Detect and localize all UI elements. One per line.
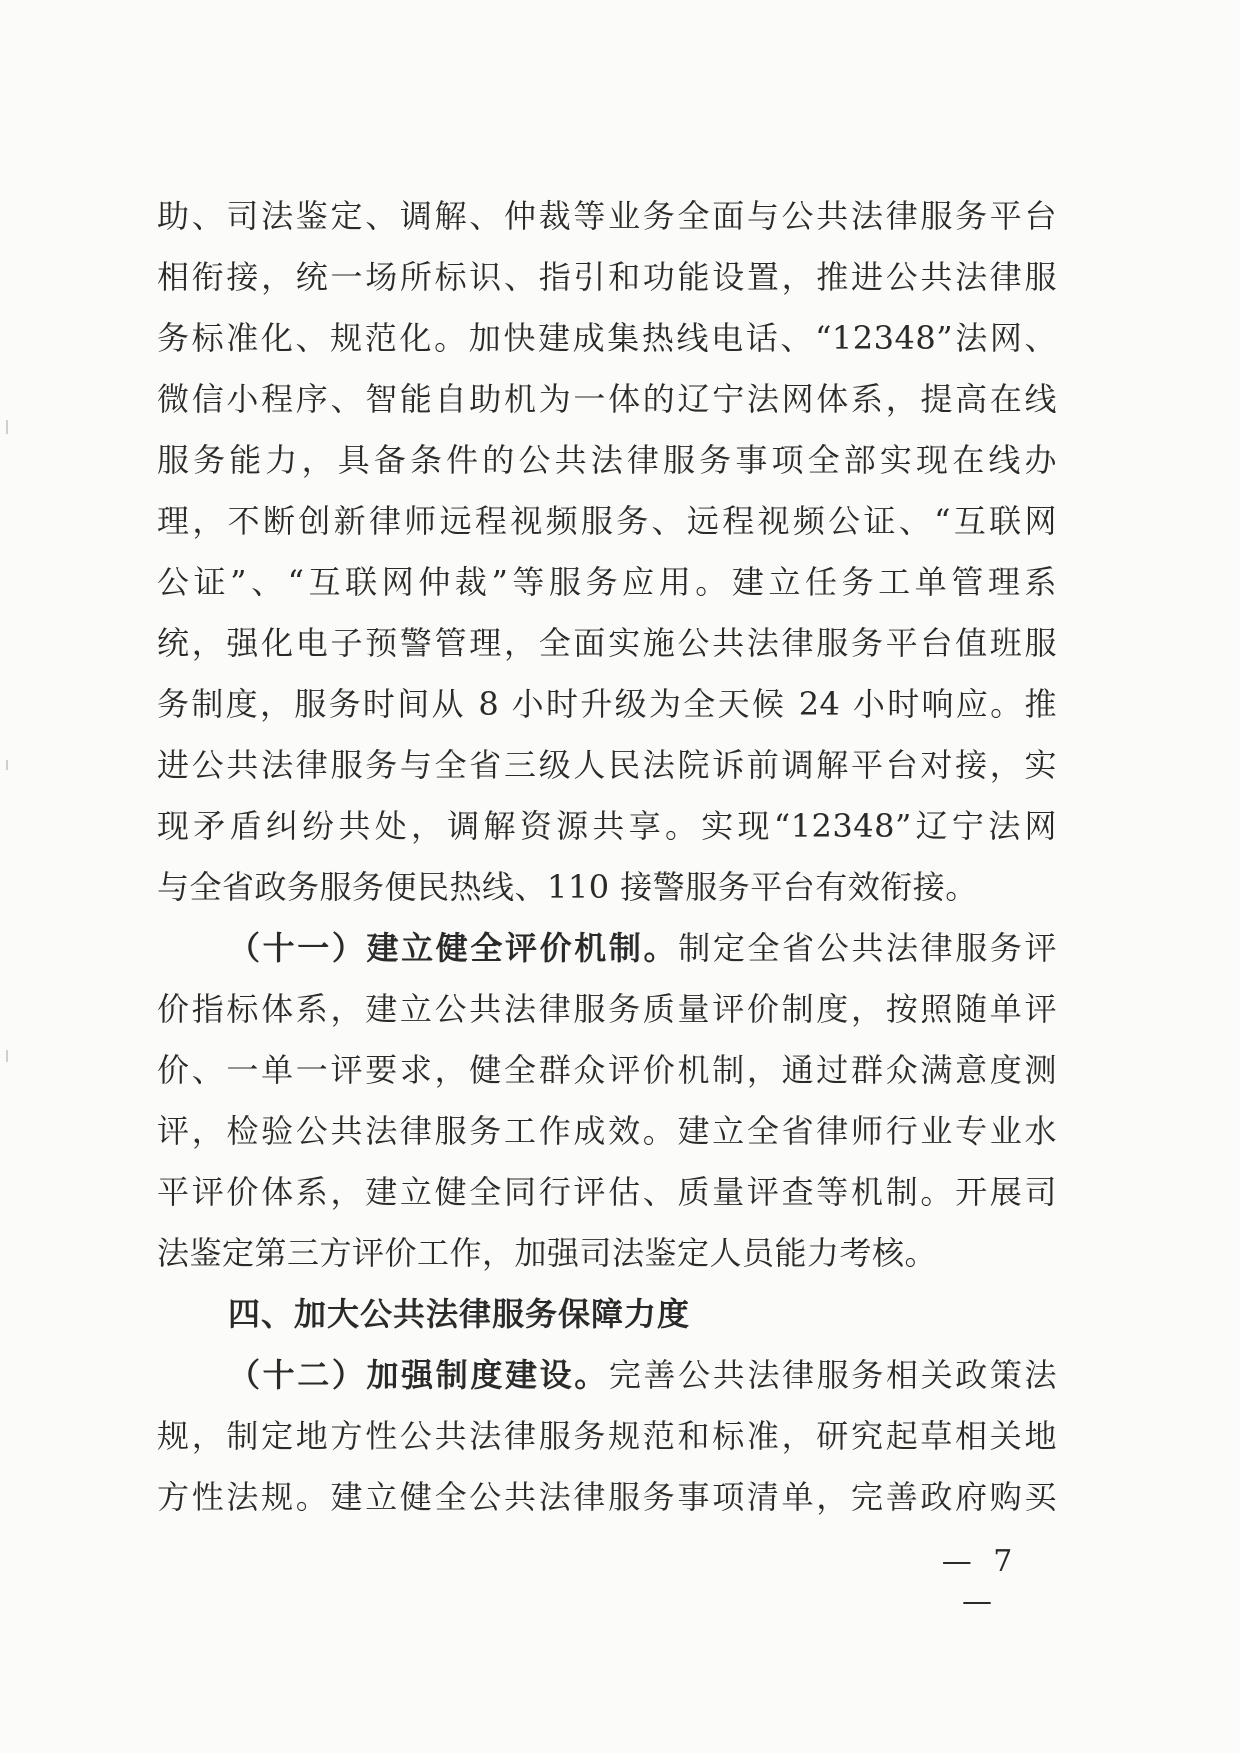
paragraph-line: 方性法规。建立健全公共法律服务事项清单，完善政府购买 <box>157 1478 1057 1516</box>
page-number: — 7 — <box>941 1544 1019 1619</box>
paragraph-line: 务制度，服务时间从 8 小时升级为全天候 24 小时响应。推 <box>157 685 1057 723</box>
paragraph-line: 价指标体系，建立公共法律服务质量评价制度，按照随单评 <box>157 990 1057 1028</box>
paragraph-line: 统，强化电子预警管理，全面实施公共法律服务平台值班服 <box>157 624 1057 662</box>
paragraph-line: 与全省政务服务便民热线、110 接警服务平台有效衔接。 <box>157 868 978 906</box>
paragraph-line: 法鉴定第三方评价工作，加强司法鉴定人员能力考核。 <box>157 1234 938 1272</box>
paragraph-line: 相衔接，统一场所标识、指引和功能设置，推进公共法律服 <box>157 258 1057 296</box>
paragraph-line: 进公共法律服务与全省三级人民法院诉前调解平台对接，实 <box>157 746 1057 784</box>
paragraph-line: 理，不断创新律师远程视频服务、远程视频公证、“互联网 <box>157 502 1057 540</box>
paragraph-line: 务标准化、规范化。加快建成集热线电话、“12348”法网、 <box>157 319 1057 357</box>
section-12-first-line <box>228 1355 1057 1395</box>
scan-mark <box>6 1050 8 1062</box>
paragraph-line: 平评价体系，建立健全同行评估、质量评查等机制。开展司 <box>157 1173 1057 1211</box>
paragraph-line: 价、一单一评要求，健全群众评价机制，通过群众满意度测 <box>157 1051 1057 1089</box>
section-heading: 四、加大公共法律服务保障力度 <box>228 1295 691 1333</box>
paragraph-line: 评，检验公共法律服务工作成效。建立全省律师行业专业水 <box>157 1112 1057 1150</box>
paragraph-line: 现矛盾纠纷共处，调解资源共享。实现“12348”辽宁法网 <box>157 807 1057 845</box>
section-12-title: （十二）加强制度建设。 <box>228 1356 609 1394</box>
paragraph-line: 助、司法鉴定、调解、仲裁等业务全面与公共法律服务平台 <box>157 197 1057 235</box>
section-11-first-line-text: 制定全省公共法律服务评 <box>678 929 1057 967</box>
paragraph-line: 公证”、“互联网仲裁”等服务应用。建立任务工单管理系 <box>157 563 1057 601</box>
paragraph-line: 服务能力，具备条件的公共法律服务事项全部实现在线办 <box>157 441 1057 479</box>
section-12-first-line-text: 完善公共法律服务相关政策法 <box>608 1356 1057 1394</box>
paragraph-line: 微信小程序、智能自助机为一体的辽宁法网体系，提高在线 <box>157 380 1057 418</box>
section-11-title: （十一）建立健全评价机制。 <box>228 929 679 967</box>
section-11-first-line <box>228 928 1057 968</box>
scan-mark <box>6 760 8 770</box>
scan-mark <box>6 420 8 434</box>
paragraph-line: 规，制定地方性公共法律服务规范和标准，研究起草相关地 <box>157 1417 1057 1455</box>
